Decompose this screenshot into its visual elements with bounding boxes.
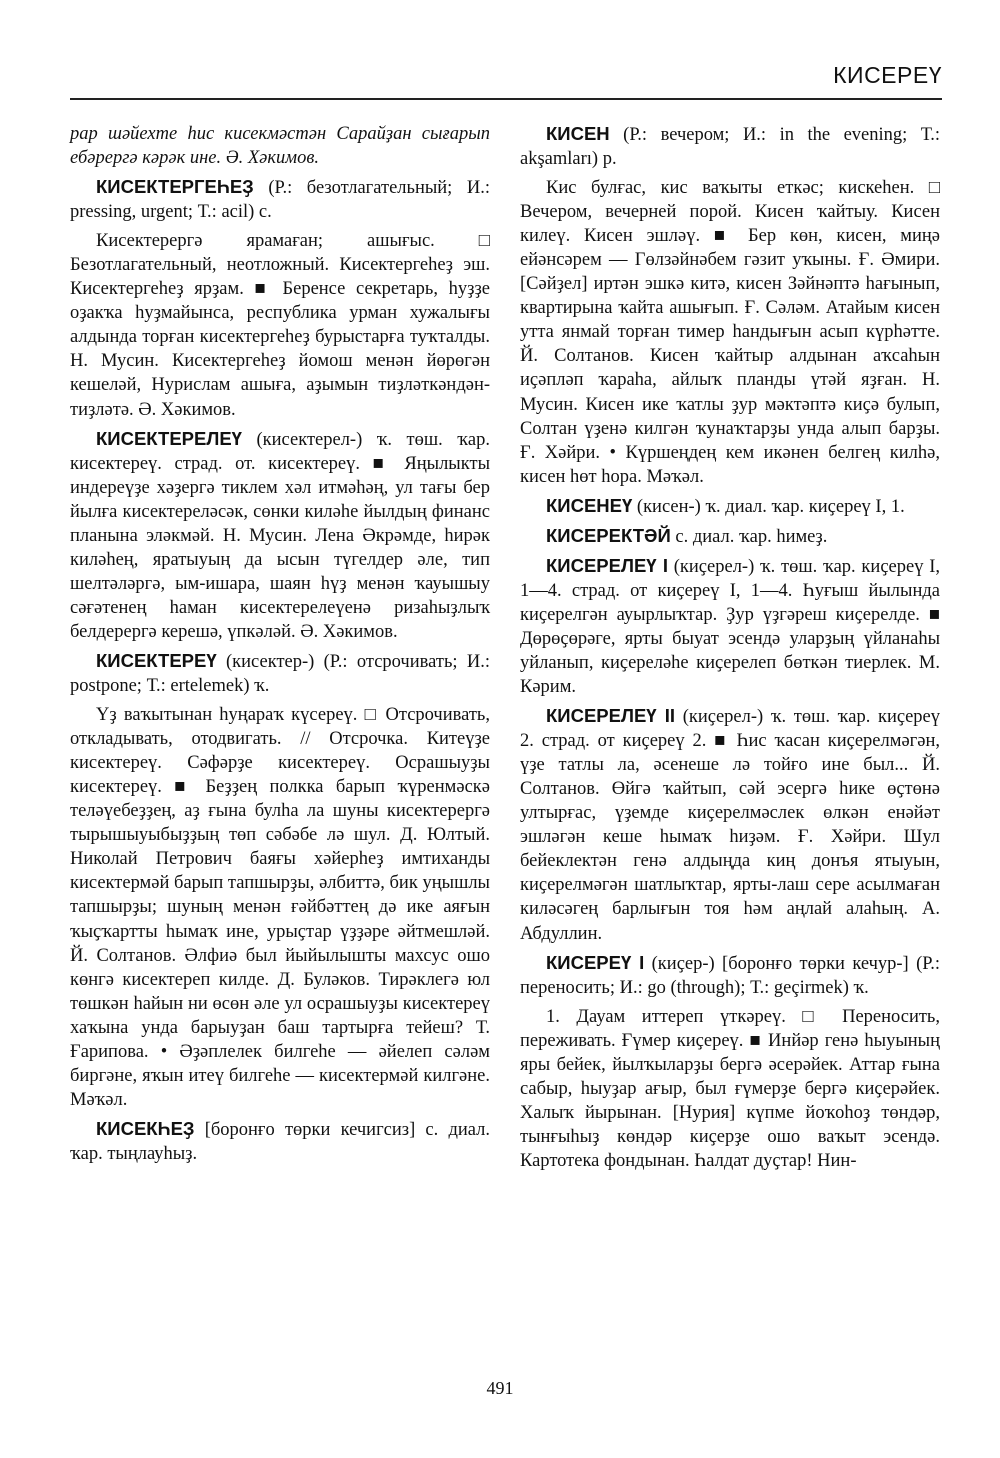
entry-body (520, 1005, 940, 1173)
page-number: 491 (486, 1378, 514, 1398)
dictionary-entry (520, 704, 940, 945)
dictionary-entry (70, 175, 490, 224)
dictionary-entry (520, 494, 940, 519)
entry-grammar: (киҫер-) [боронғо төрки кечур-] (Р.: переносить; И.: go (through); Т.: geçirmek) ҡ. (520, 953, 940, 998)
entry-grammar: (кисектер-) (Р.: отсрочивать; И.: postpone; Т.: ertelemek) ҡ. (70, 651, 490, 697)
dictionary-entry (70, 1117, 490, 1166)
entry-headword: КИСЕКТЕРЕҮ (96, 649, 217, 671)
dictionary-entry (520, 554, 940, 699)
entry-grammar: [боронғо төрки кечигсиз] с. диал. ҡар. тыңлауһыҙ. (70, 1119, 490, 1164)
entry-headword: КИСЕКТЕРГЕҺЕҘ (96, 176, 254, 198)
entry-grammar: (Р.: вечером; И.: in the evening; Т.: akşamları) р. (520, 125, 940, 170)
entry-grammar: (кисен-) ҡ. диал. ҡар. киҫереү I, 1. (632, 496, 905, 517)
entry-text: рар шәйехте һис кисекмәстән Сарайҙан сығарып ебәрергә кәрәк ине. Ә. Хәкимов. (70, 124, 490, 169)
entry-headword: КИСЕНЕҮ (546, 494, 633, 516)
entry-text: Үҙ ваҡытынан һуңараҡ күсереү. □ Отсрочивать, откладывать, отодвигать. // Отсрочка. Китеүҙе кисектереү. Сәфәрҙе кисектереү. Осрашыуҙы кисектереү. ■ Беҙҙең полкка барып ҡүренмәскә теләүебеҙҙең, аҙ ғына булһа ла шуны кисектерергә тырышыуыбыҙҙың төп сәбәбе лә шул. Д. Юлтый. Николай Петрович баяғы хәйерһеҙ имтиханды кисектермәй барып тапшырҙы, әлбиттә, бик уңышлы тапшырҙы; шуның менән ғәйбәттең дә ике аяғын ҡыҫҡартты һымаҡ ине, урыҫтар үҙҙәре әйтмешләй. Й. Солтанов. Әлфиә был йыйылышты махсус ошо көнгә кисектереп килде. Д. Буләков. Тирәклегә юл төшкән һайын ни өсөн әле ул осрашыуҙы кисектереү хаҡына унда барыуҙан баш тартырға тейеш? Т. Ғарипова. • Әҙәплелек билгеһе — әйелеп сәләм биргәне, яҡын итеү билгеһе — кисектермәй килгәне. Мәҡәл. (70, 705, 490, 1110)
right-column (520, 122, 940, 1178)
entry-text: (кисектерел-) ҡ. төш. ҡар. кисектереү. страд. от. кисектереү. ■ Яңылыкты индереүҙе хәҙергә тиклем хәл итмәһәң, ул тағы бер йылға кисектереләсәк, сөнки киләһе йылдың финанс планына эләкмәй. Н. Мусин. Лена Әкрәмде, һирәк киләһең, яратыуың да ысын түгелдер әле, тип шелтәләргә, ым-ишара, шаян һүҙ менән ҡауышыу сәғәтенең һаман кисектерелеүенә ризаһыҙлыҡ белдерергә керешә, үпкәләй. Ә. Хәкимов. (70, 429, 490, 642)
entry-headword: КИСЕКТЕРЕЛЕҮ (96, 427, 242, 449)
entry-body (70, 229, 490, 421)
dictionary-entry (70, 649, 490, 698)
dictionary-entry (520, 951, 940, 1000)
entry-text: (киҫерел-) ҡ. төш. ҡар. киҫереү 2. страд. от киҫереү 2. ■ Һис ҡасан киҫерелмәгән, үҙе татлы ла, әсенеше лә тойғо ине был... Й. Солтанов. Өйгә ҡайтып, сәй эсергә һике өҫтөнә ултырғас, үҙемде киҫерелмәслек өлкән енәйәт эшләгән кеше һымаҡ һиҙәм. Ғ. Хәйри. Шул бейеклектән генә алдыңда киң донъя ятыуын, киҫерелмәгән шатлыҡтар, ярты-лаш сере асылмаған киләсәгең барлығын тоя һәм аңлай алаһың. А. Абдуллин. (520, 707, 941, 944)
dictionary-entry (520, 122, 940, 171)
entry-headword: КИСЕН (546, 123, 610, 144)
entry-headword: КИСЕРЕЛЕҮ II (546, 705, 676, 727)
entry-headword: КИСЕРЕКТӘЙ (546, 524, 671, 546)
entry-body (520, 176, 940, 489)
entry-grammar: (Р.: безотлагательный; И.: pressing, urgent; Т.: acil) с. (70, 178, 490, 223)
running-header: КИСЕРЕҮ (833, 62, 942, 88)
dictionary-entry (520, 524, 940, 549)
left-column (70, 122, 490, 1171)
dictionary-entry (70, 427, 490, 644)
entry-grammar: с. диал. ҡар. һимеҙ. (670, 526, 828, 547)
entry-headword: КИСЕРЕҮ I (546, 951, 645, 973)
entry-headword: КИСЕРЕЛЕҮ I (546, 554, 668, 576)
entry-text: (киҫерел-) ҡ. төш. ҡар. киҫереү I, 1—4. страд. от киҫереү I, 1—4. Һуғыш йылында киҫерелгән ауырлыҡтар. Ҙур үҙгәреш киҫерелде. ■ Дөрөҫөрәге, ярты быуат эсендә уларҙың үйланаһы уйланып, киҫереләһе киҫерелеп бөткән тиерлек. М. Кәрим. (520, 556, 941, 698)
entry-body (70, 703, 490, 1112)
entry-text: Кисектерергә ярамаған; ашығыс. □ Безотлагательный, неотложный. Кисектергеһеҙ эш. Кисектергеһеҙ ярҙам. ■ Беренсе секретарь, һуҙҙе оҙакҡа һуҙмайынса, республика урман хужалығы алдында торған кисектергеһеҙ бурыстарға туҡталды. Н. Мусин. Кисектергеһеҙ йомош менән йөрөгән кешеләй, Нурислам ашыға, аҙымын тиҙләткәндән-тиҙләтә. Ә. Хәкимов. (70, 231, 490, 420)
header-rule (70, 98, 942, 100)
entry-text: 1. Дауам иттереп үткәреү. □ Переносить, переживать. Ғүмер киҫереү. ■ Инйәр генә һыуының яры бейек, йылҡыларҙы бергә әсерәйек. Аттар ғына сабыр, һыуҙар ағыр, был ғүмерҙе бергә киҫерәйек. Халыҡ йырынан. [Нурия] күпме йоҡоһоҙ төндәр, тынғыһыҙ көндәр киҫерҙе ошо ваҡыт эсендә. Картотека фондынан. Һалдат дуҫтар! Нин- (520, 1006, 940, 1171)
entry-text: Кис булғас, кис ваҡыты еткәс; кискеһен. □ Вечером, вечерней порой. Кисен ҡайтыу. Кисен килеү. Кисен эшләү. ■ Бер көн, кисен, миңә ейәнсәрем — Гөлзәйнәбем гәзит уҡыны. Ғ. Әмири. [Сәйҙел] иртән эшкә китә, кисен Зәйнәптә һағынып, квартирына ҡайта ашығып. Ғ. Сәләм. Атайым кисен утта янмай торған тимер һандығын асып күрһәтте. Й. Солтанов. Кисен ҡайтыр алдынан аҡсаһын иҫәпләп ҡараһа, айлыҡ планды үтәй яҙған. Н. Мусин. Кисен ике ҡатлы ҙур мәктәптә киҫә булып, Солтан үҙенә килгән ҡунаҡтарҙы унда алып барҙы. Ғ. Хәйри. • Күршеңдең кем икәнен белгең килһә, кисен һөт һора. Мәҡәл. (520, 178, 940, 487)
entry-headword: КИСЕКҺЕҘ (96, 1117, 195, 1139)
entry-continuation (70, 122, 490, 170)
